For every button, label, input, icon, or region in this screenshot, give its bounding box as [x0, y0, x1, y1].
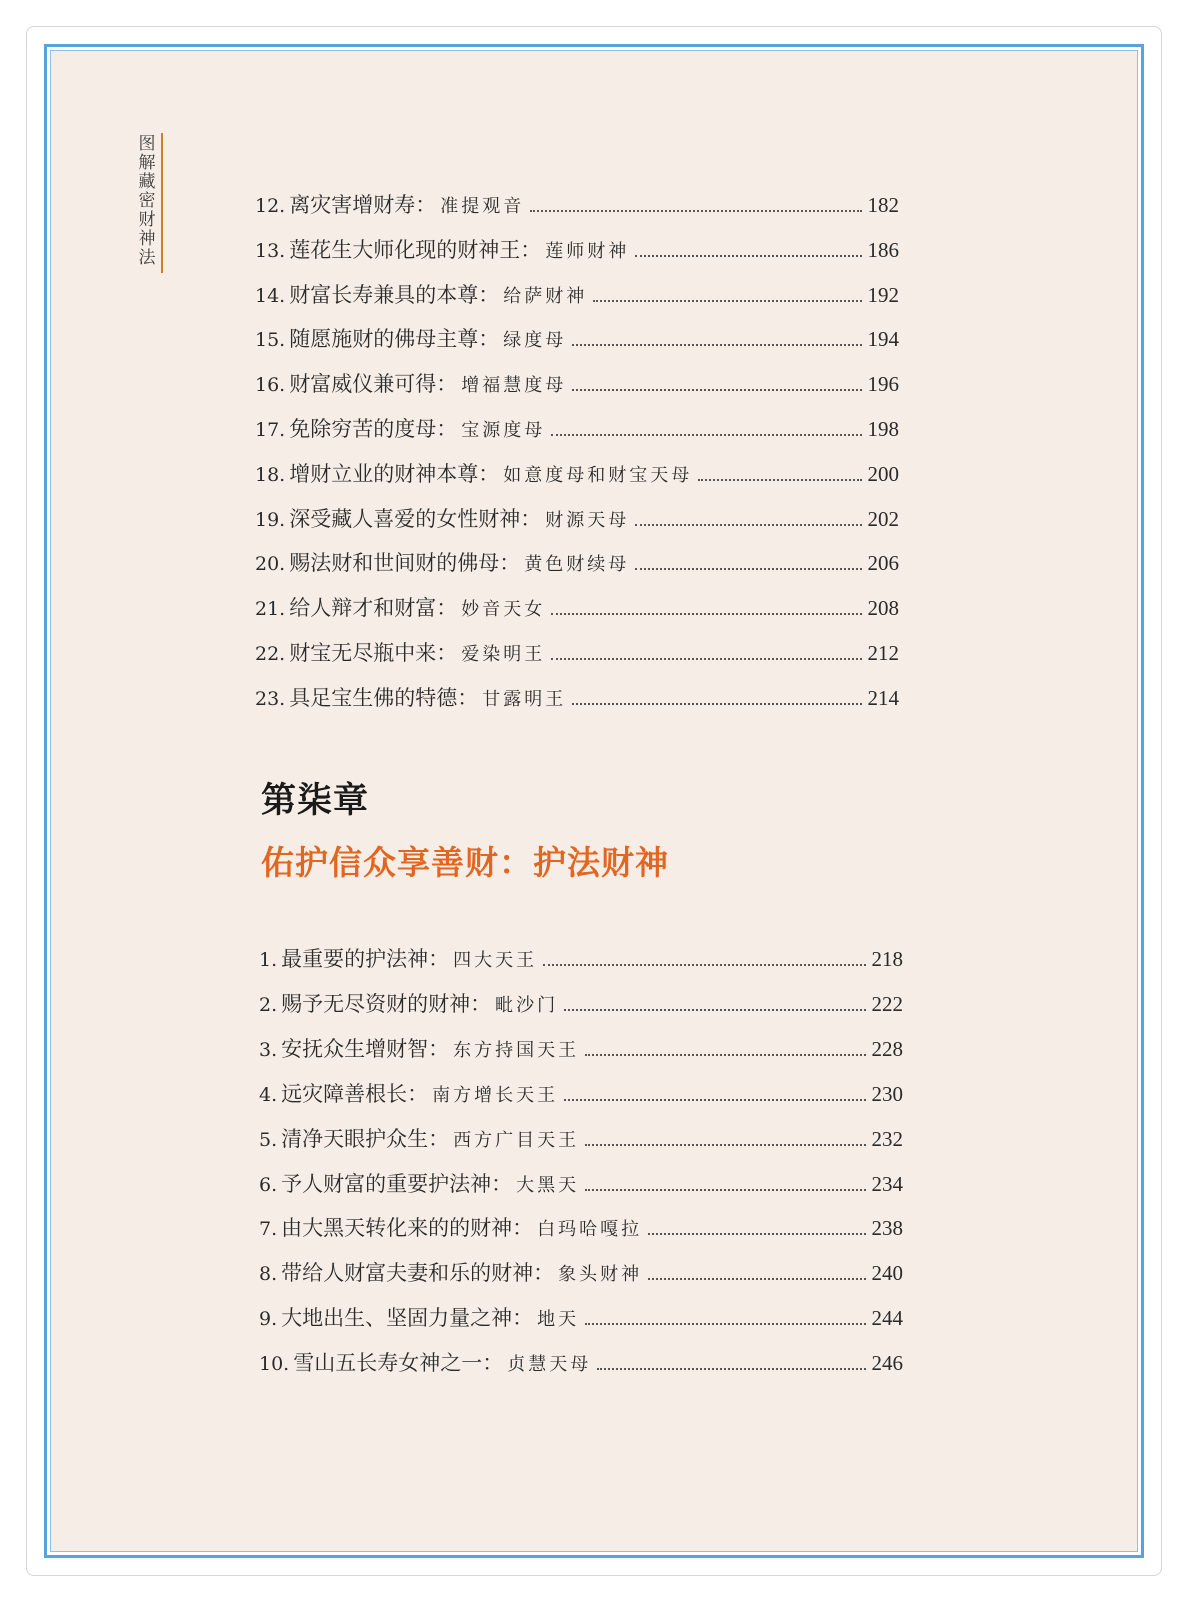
toc-entry-number: 3.: [259, 1038, 278, 1061]
toc-entry-page-number: 222: [871, 991, 903, 1016]
toc-entry-number: 17.: [255, 419, 286, 441]
toc-entry-number: 19.: [255, 508, 286, 531]
toc-entry-page-number: 194: [867, 327, 899, 352]
toc-entry-number: 14.: [255, 284, 286, 307]
toc-entry-title: 给人辩才和财富：: [289, 596, 458, 621]
toc-entry-deity: 地天: [537, 1309, 580, 1331]
running-header-rule: [161, 133, 163, 273]
dot-leader: [585, 1053, 865, 1056]
toc-entry: [255, 413, 899, 443]
toc-entry: [255, 189, 899, 219]
dot-leader: [530, 209, 861, 212]
toc-entry-title: 随愿施财的佛母主尊：: [289, 327, 500, 352]
toc-entry-number: 13.: [255, 239, 286, 262]
toc-entry-number: 16.: [255, 374, 286, 397]
toc-entry-number: 7.: [259, 1218, 278, 1241]
toc-entry-deity: 增福慧度母: [461, 375, 567, 397]
toc-entry-page-number: 208: [867, 596, 899, 621]
toc-entry-number: 4.: [259, 1083, 278, 1106]
dot-leader: [564, 1098, 865, 1101]
toc-entry-deity: 象头财神: [558, 1264, 643, 1286]
dot-leader: [551, 657, 861, 660]
toc-entry-page-number: 214: [867, 685, 899, 710]
dot-leader: [585, 1143, 865, 1146]
toc-entry-deity: 甘露明王: [482, 688, 567, 710]
toc-entry-page-number: 238: [871, 1216, 903, 1241]
toc-entry-deity: 西方广目天王: [453, 1129, 580, 1151]
toc-entry-deity: 大黑天: [516, 1174, 580, 1196]
toc-entry-title: 财富威仪兼可得：: [289, 372, 458, 397]
toc-entry-title: 清净天眼护众生：: [281, 1126, 450, 1151]
toc-entry-number: 10.: [259, 1353, 290, 1376]
toc-entry-deity: 宝源度母: [461, 420, 546, 441]
toc-entry: [259, 1347, 903, 1377]
toc-entry-title: 财富长寿兼具的本尊：: [289, 282, 500, 307]
toc-entry: [259, 1168, 903, 1198]
toc-entry-number: 22.: [255, 643, 286, 665]
toc-entry: [259, 1212, 903, 1242]
chapter-label: 第柒章: [261, 781, 370, 821]
toc-entry-number: 18.: [255, 463, 286, 486]
toc-entry-number: 21.: [255, 598, 286, 621]
toc-entry-deity: 如意度母和财宝天母: [503, 464, 693, 486]
dot-leader: [564, 1008, 865, 1011]
toc-entry-page-number: 230: [871, 1081, 903, 1106]
toc-entry-deity: 爱染明王: [461, 644, 546, 665]
dot-leader: [585, 1188, 865, 1191]
toc-entry-title: 财宝无尽瓶中来：: [289, 641, 458, 665]
toc-entry-page-number: 240: [871, 1261, 903, 1286]
toc-entry-deity: 莲师财神: [545, 240, 630, 262]
toc-entry: [259, 1302, 903, 1332]
toc-entry-number: 5.: [259, 1128, 278, 1151]
toc-entry: [255, 592, 899, 622]
toc-entry-number: 20.: [255, 553, 286, 576]
toc-entry-title: 大地出生、坚固力量之神：: [281, 1306, 534, 1331]
toc-entry-title: 带给人财富夫妻和乐的财神：: [281, 1261, 555, 1286]
dot-leader: [543, 963, 865, 966]
dot-leader: [572, 343, 861, 346]
toc-entry: [255, 234, 899, 264]
dot-leader: [585, 1322, 865, 1325]
dot-leader: [635, 523, 861, 526]
toc-entry-page-number: 186: [867, 237, 899, 262]
dot-leader: [572, 702, 861, 705]
toc-entry-number: 8.: [259, 1263, 278, 1286]
toc-entry: [255, 323, 899, 353]
toc-entry-title: 赐法财和世间财的佛母：: [289, 551, 521, 576]
toc-entry-deity: 白玛哈嘎拉: [537, 1219, 643, 1241]
toc-entry-deity: 东方持国天王: [453, 1039, 580, 1061]
toc-entry-deity: 给萨财神: [503, 285, 588, 307]
toc-entry-title: 免除穷苦的度母：: [289, 417, 458, 441]
toc-entry-title: 由大黑天转化来的的财神：: [281, 1216, 534, 1241]
toc-entry: [255, 637, 899, 667]
page-frame: [44, 44, 1144, 1558]
toc-entry-deity: 四大天王: [453, 950, 538, 971]
toc-entry: [255, 279, 899, 309]
dot-leader: [597, 1367, 865, 1370]
toc-entry-deity: 毗沙门: [495, 994, 559, 1016]
toc-entry-number: 12.: [255, 195, 286, 217]
toc-entry: [259, 1078, 903, 1108]
dot-leader: [648, 1277, 865, 1280]
toc-entry-title: 离灾害增财寿：: [289, 193, 437, 217]
toc-entry-number: 6.: [259, 1173, 278, 1196]
toc-entry-title: 增财立业的财神本尊：: [289, 461, 500, 486]
toc-entry-page-number: 202: [867, 506, 899, 531]
dot-leader: [698, 478, 861, 481]
toc-entry-title: 莲花生大师化现的财神王：: [289, 237, 542, 262]
toc-entry-title: 最重要的护法神：: [281, 947, 450, 971]
toc-entry-page-number: 228: [871, 1036, 903, 1061]
toc-entry-number: 23.: [255, 687, 286, 710]
toc-entry-page-number: 198: [867, 417, 899, 441]
toc-entry-number: 2.: [259, 993, 278, 1016]
toc-entry-page-number: 246: [871, 1351, 903, 1376]
toc-entry: [255, 458, 899, 488]
toc-entry-title: 予人财富的重要护法神：: [281, 1171, 513, 1196]
toc-entry-title: 安抚众生增财智：: [281, 1036, 450, 1061]
toc-entry: [259, 1257, 903, 1287]
toc-entry: [259, 988, 903, 1018]
toc-entry-page-number: 212: [867, 641, 899, 665]
toc-entry-deity: 绿度母: [503, 330, 567, 352]
dot-leader: [635, 254, 861, 257]
toc-entry-page-number: 206: [867, 551, 899, 576]
toc-entry-page-number: 200: [867, 461, 899, 486]
toc-entry-page-number: 182: [867, 193, 899, 217]
toc-entry-title: 具足宝生佛的特德：: [289, 685, 479, 710]
toc-entry-number: 15.: [255, 329, 286, 352]
toc-entry-page-number: 232: [871, 1126, 903, 1151]
dot-leader: [635, 567, 861, 570]
toc-entry-number: 1.: [259, 949, 278, 971]
chapter-title: 佑护信众享善财：护法财神: [261, 843, 669, 882]
toc-entry: [255, 503, 899, 533]
dot-leader: [551, 612, 861, 615]
toc-entry-deity: 南方增长天王: [432, 1084, 559, 1106]
toc-entry: [259, 1123, 903, 1153]
toc-entry-number: 9.: [259, 1308, 278, 1331]
toc-entry-deity: 妙音天女: [461, 599, 546, 621]
toc-entry-deity: 黄色财续母: [524, 554, 630, 576]
dot-leader: [551, 433, 861, 436]
toc-entry: [255, 368, 899, 398]
toc-entry-page-number: 218: [871, 947, 903, 971]
toc-entry-title: 深受藏人喜爱的女性财神：: [289, 506, 542, 531]
toc-entry-title: 雪山五长寿女神之一：: [293, 1351, 504, 1376]
dot-leader: [572, 388, 861, 391]
toc-entry-title: 远灾障善根长：: [281, 1081, 429, 1106]
toc-entry: [255, 547, 899, 577]
toc-entry-deity: 贞慧天母: [507, 1354, 592, 1376]
toc-entry-page-number: 244: [871, 1306, 903, 1331]
toc-entry-page-number: 192: [867, 282, 899, 307]
toc-entry-page-number: 196: [867, 372, 899, 397]
dot-leader: [648, 1232, 865, 1235]
toc-entry-title: 赐予无尽资财的财神：: [281, 991, 492, 1016]
dot-leader: [593, 299, 861, 302]
toc-entry: [255, 682, 899, 712]
toc-entry-deity: 准提观音: [440, 196, 525, 217]
running-header-title: 图解藏密财神法: [138, 134, 156, 268]
toc-entry: [259, 1033, 903, 1063]
toc-entry-page-number: 234: [871, 1171, 903, 1196]
page: [50, 50, 1138, 1552]
toc-entry: [259, 943, 903, 973]
toc-entry-deity: 财源天母: [545, 509, 630, 531]
